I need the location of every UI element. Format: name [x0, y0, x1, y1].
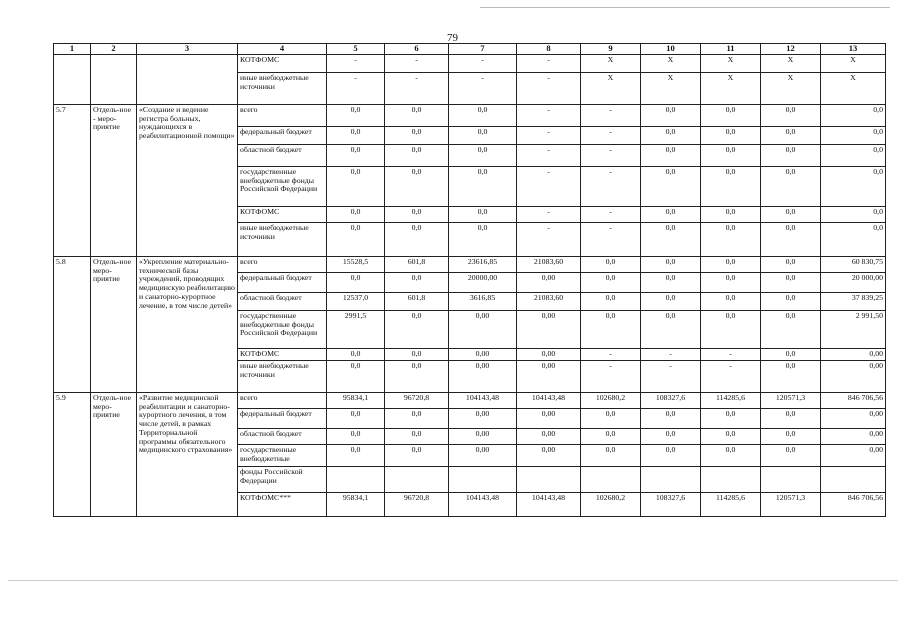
value-cell: 0,0: [449, 207, 517, 223]
value-cell: X: [641, 55, 701, 73]
value-cell: 0,0: [327, 409, 385, 429]
funding-source-cell: государственные внебюджетные фонды Российской Федерации: [238, 167, 327, 207]
value-cell: 0,0: [385, 145, 449, 167]
value-cell: -: [581, 349, 641, 361]
value-cell: 0,0: [385, 349, 449, 361]
value-cell: 0,0: [641, 105, 701, 127]
value-cell: 0,0: [761, 273, 821, 293]
value-cell: -: [517, 73, 581, 105]
funding-source-cell: фонды Российской Федерации: [238, 467, 327, 493]
value-cell: 23616,85: [449, 257, 517, 273]
value-cell: -: [581, 145, 641, 167]
value-cell: 0,0: [761, 127, 821, 145]
value-cell: 0,0: [641, 293, 701, 311]
value-cell: 0,0: [385, 207, 449, 223]
value-cell: 0,0: [641, 207, 701, 223]
item-type: Отдель-ное меро-приятие: [91, 393, 137, 517]
value-cell: 0,0: [449, 127, 517, 145]
value-cell: 0,0: [701, 409, 761, 429]
value-cell: -: [517, 105, 581, 127]
value-cell: 846 706,56: [821, 393, 886, 409]
value-cell: 0,0: [385, 445, 449, 467]
item-description: «Укрепление материально-технической базы учреждений, проводящих медицинскую реабилитацию и санаторно-курортное лечение, в том числе детей»: [137, 257, 238, 393]
value-cell: [385, 467, 449, 493]
funding-source-cell: областной бюджет: [238, 145, 327, 167]
value-cell: 0,00: [821, 361, 886, 393]
value-cell: 0,0: [581, 257, 641, 273]
value-cell: X: [701, 73, 761, 105]
value-cell: 0,0: [581, 429, 641, 445]
table-row: [54, 393, 886, 409]
funding-source-cell: федеральный бюджет: [238, 127, 327, 145]
value-cell: [761, 467, 821, 493]
value-cell: 0,00: [821, 409, 886, 429]
value-cell: 0,00: [517, 445, 581, 467]
column-header: 7: [449, 44, 517, 55]
funding-source-cell: иные внебюджетные источники: [238, 223, 327, 257]
value-cell: 0,00: [449, 409, 517, 429]
value-cell: 96720,8: [385, 393, 449, 409]
value-cell: 0,0: [701, 207, 761, 223]
value-cell: -: [449, 55, 517, 73]
value-cell: [327, 467, 385, 493]
funding-source-cell: областной бюджет: [238, 293, 327, 311]
value-cell: 0,0: [641, 429, 701, 445]
value-cell: 108327,6: [641, 393, 701, 409]
funding-source-cell: КОТФОМС: [238, 207, 327, 223]
value-cell: 0,0: [385, 273, 449, 293]
value-cell: -: [517, 207, 581, 223]
funding-source-cell: КОТФОМС: [238, 349, 327, 361]
item-number: 5.8: [54, 257, 91, 393]
value-cell: 0,0: [701, 167, 761, 207]
value-cell: -: [581, 361, 641, 393]
value-cell: 104143,48: [449, 393, 517, 409]
value-cell: 2991,5: [327, 311, 385, 349]
column-header: 5: [327, 44, 385, 55]
value-cell: 0,0: [385, 127, 449, 145]
table-row: [54, 105, 886, 127]
value-cell: 0,0: [821, 127, 886, 145]
value-cell: 0,0: [385, 361, 449, 393]
value-cell: -: [327, 55, 385, 73]
table-row: [54, 257, 886, 273]
value-cell: 0,0: [641, 223, 701, 257]
value-cell: 0,0: [761, 429, 821, 445]
column-header: 3: [137, 44, 238, 55]
value-cell: X: [581, 55, 641, 73]
value-cell: 15528,5: [327, 257, 385, 273]
funding-source-cell: областной бюджет: [238, 429, 327, 445]
column-header: 11: [701, 44, 761, 55]
value-cell: X: [761, 73, 821, 105]
funding-source-cell: федеральный бюджет: [238, 273, 327, 293]
value-cell: -: [581, 223, 641, 257]
value-cell: 0,0: [761, 293, 821, 311]
value-cell: 0,0: [761, 223, 821, 257]
value-cell: 0,00: [517, 349, 581, 361]
value-cell: 0,0: [385, 223, 449, 257]
value-cell: 0,0: [761, 207, 821, 223]
value-cell: 0,0: [581, 311, 641, 349]
column-header: 2: [91, 44, 137, 55]
value-cell: 846 706,56: [821, 493, 886, 517]
table-body: [54, 55, 886, 517]
value-cell: 0,0: [581, 293, 641, 311]
value-cell: 0,0: [761, 409, 821, 429]
value-cell: 0,0: [761, 361, 821, 393]
value-cell: 120571,3: [761, 393, 821, 409]
funding-source-cell: иные внебюджетные источники: [238, 361, 327, 393]
value-cell: 0,0: [327, 349, 385, 361]
value-cell: 102680,2: [581, 493, 641, 517]
value-cell: 102680,2: [581, 393, 641, 409]
value-cell: 0,0: [761, 167, 821, 207]
value-cell: -: [641, 349, 701, 361]
empty-cell: [137, 55, 238, 105]
funding-source-cell: всего: [238, 393, 327, 409]
column-header: 1: [54, 44, 91, 55]
funding-source-cell: государственные внебюджетные: [238, 445, 327, 467]
value-cell: 21083,60: [517, 257, 581, 273]
value-cell: 0,0: [701, 429, 761, 445]
value-cell: 3616,85: [449, 293, 517, 311]
value-cell: 0,0: [641, 445, 701, 467]
value-cell: 0,0: [327, 207, 385, 223]
value-cell: -: [327, 73, 385, 105]
value-cell: 0,0: [761, 311, 821, 349]
value-cell: 0,0: [449, 167, 517, 207]
value-cell: 0,00: [517, 429, 581, 445]
value-cell: 114285,6: [701, 493, 761, 517]
funding-source-cell: иные внебюджетные источники: [238, 73, 327, 105]
empty-cell: [54, 55, 91, 105]
value-cell: 20000,00: [449, 273, 517, 293]
value-cell: 0,0: [701, 273, 761, 293]
value-cell: 0,0: [701, 127, 761, 145]
value-cell: 12537,0: [327, 293, 385, 311]
value-cell: -: [581, 127, 641, 145]
value-cell: 0,0: [327, 167, 385, 207]
value-cell: 0,0: [449, 105, 517, 127]
value-cell: X: [761, 55, 821, 73]
value-cell: 0,0: [821, 105, 886, 127]
value-cell: 0,0: [821, 223, 886, 257]
column-header: 10: [641, 44, 701, 55]
value-cell: 0,0: [641, 409, 701, 429]
item-description: «Создание и ведение регистра больных, нуждающихся в реабилитационной помощи»: [137, 105, 238, 257]
value-cell: -: [581, 167, 641, 207]
value-cell: 601,8: [385, 293, 449, 311]
value-cell: [701, 467, 761, 493]
value-cell: -: [581, 207, 641, 223]
value-cell: 21083,60: [517, 293, 581, 311]
value-cell: 0,0: [761, 257, 821, 273]
value-cell: 0,0: [761, 145, 821, 167]
value-cell: 2 991,50: [821, 311, 886, 349]
value-cell: 0,00: [821, 349, 886, 361]
item-type: Отдель-ное меро-приятие: [91, 257, 137, 393]
value-cell: 0,0: [327, 361, 385, 393]
value-cell: 0,0: [327, 145, 385, 167]
value-cell: 0,0: [701, 311, 761, 349]
value-cell: 0,0: [641, 273, 701, 293]
value-cell: 0,0: [385, 167, 449, 207]
funding-source-cell: федеральный бюджет: [238, 409, 327, 429]
value-cell: 0,00: [449, 311, 517, 349]
page-number: 79: [447, 32, 458, 44]
value-cell: 114285,6: [701, 393, 761, 409]
value-cell: 37 839,25: [821, 293, 886, 311]
value-cell: 0,00: [449, 349, 517, 361]
value-cell: 0,00: [449, 429, 517, 445]
value-cell: -: [517, 127, 581, 145]
value-cell: -: [385, 73, 449, 105]
table-header-row: [54, 44, 886, 55]
funding-source-cell: КОТФОМС: [238, 55, 327, 73]
value-cell: 108327,6: [641, 493, 701, 517]
value-cell: 95834,1: [327, 493, 385, 517]
value-cell: 0,0: [385, 311, 449, 349]
table-row: [54, 55, 886, 73]
value-cell: 104143,48: [449, 493, 517, 517]
value-cell: 0,0: [761, 105, 821, 127]
value-cell: 0,0: [327, 273, 385, 293]
item-description: «Развитие медицинской реабилитации и санаторно-курортного лечения, в том числе детей, в рамках Территориальной программы обязательного медицинского страхования»: [137, 393, 238, 517]
value-cell: 0,00: [449, 361, 517, 393]
column-header: 9: [581, 44, 641, 55]
value-cell: 104143,48: [517, 393, 581, 409]
value-cell: 0,0: [581, 273, 641, 293]
value-cell: 0,0: [761, 349, 821, 361]
column-header: 8: [517, 44, 581, 55]
value-cell: 0,0: [821, 207, 886, 223]
value-cell: 0,0: [327, 127, 385, 145]
value-cell: 0,0: [701, 105, 761, 127]
value-cell: 0,0: [641, 167, 701, 207]
value-cell: 0,00: [821, 445, 886, 467]
value-cell: 0,0: [641, 257, 701, 273]
value-cell: 0,0: [701, 145, 761, 167]
value-cell: 0,00: [517, 311, 581, 349]
value-cell: 0,0: [821, 145, 886, 167]
scan-artifact-bottom: [8, 580, 898, 581]
value-cell: 0,0: [641, 145, 701, 167]
value-cell: [641, 467, 701, 493]
value-cell: 0,00: [449, 445, 517, 467]
empty-cell: [91, 55, 137, 105]
value-cell: X: [581, 73, 641, 105]
funding-source-cell: государственные внебюджетные фонды Российской Федерации: [238, 311, 327, 349]
value-cell: -: [581, 105, 641, 127]
value-cell: 120571,3: [761, 493, 821, 517]
value-cell: 0,0: [641, 311, 701, 349]
value-cell: 0,0: [701, 293, 761, 311]
value-cell: X: [821, 55, 886, 73]
value-cell: -: [701, 361, 761, 393]
value-cell: [821, 467, 886, 493]
value-cell: X: [641, 73, 701, 105]
value-cell: -: [449, 73, 517, 105]
value-cell: 0,0: [327, 429, 385, 445]
funding-source-cell: всего: [238, 105, 327, 127]
value-cell: -: [517, 223, 581, 257]
value-cell: -: [701, 349, 761, 361]
value-cell: 0,00: [821, 429, 886, 445]
value-cell: 0,00: [517, 273, 581, 293]
value-cell: 0,00: [517, 409, 581, 429]
value-cell: [517, 467, 581, 493]
value-cell: 0,0: [327, 223, 385, 257]
value-cell: 0,0: [821, 167, 886, 207]
value-cell: [449, 467, 517, 493]
value-cell: 0,0: [449, 223, 517, 257]
value-cell: 0,0: [701, 257, 761, 273]
item-number: 5.9: [54, 393, 91, 517]
value-cell: 0,0: [327, 445, 385, 467]
value-cell: -: [517, 167, 581, 207]
column-header: 6: [385, 44, 449, 55]
value-cell: 0,0: [641, 127, 701, 145]
value-cell: -: [385, 55, 449, 73]
scan-artifact-top: [480, 7, 890, 8]
value-cell: 20 000,00: [821, 273, 886, 293]
value-cell: 0,0: [701, 445, 761, 467]
column-header: 4: [238, 44, 327, 55]
value-cell: 96720,8: [385, 493, 449, 517]
value-cell: 60 830,75: [821, 257, 886, 273]
value-cell: X: [821, 73, 886, 105]
value-cell: 104143,48: [517, 493, 581, 517]
item-type: Отдель-ное - меро-приятие: [91, 105, 137, 257]
value-cell: 0,00: [517, 361, 581, 393]
budget-table: [53, 43, 886, 517]
funding-source-cell: всего: [238, 257, 327, 273]
column-header: 13: [821, 44, 886, 55]
value-cell: 0,0: [581, 445, 641, 467]
value-cell: 0,0: [385, 429, 449, 445]
value-cell: 0,0: [385, 105, 449, 127]
value-cell: -: [641, 361, 701, 393]
value-cell: 0,0: [761, 445, 821, 467]
column-header: 12: [761, 44, 821, 55]
value-cell: X: [701, 55, 761, 73]
value-cell: -: [517, 145, 581, 167]
value-cell: 0,0: [449, 145, 517, 167]
value-cell: 0,0: [327, 105, 385, 127]
value-cell: 0,0: [385, 409, 449, 429]
value-cell: -: [517, 55, 581, 73]
funding-source-cell: КОТФОМС***: [238, 493, 327, 517]
value-cell: 95834,1: [327, 393, 385, 409]
item-number: 5.7: [54, 105, 91, 257]
value-cell: 0,0: [581, 409, 641, 429]
value-cell: 0,0: [701, 223, 761, 257]
value-cell: 601,8: [385, 257, 449, 273]
value-cell: [581, 467, 641, 493]
